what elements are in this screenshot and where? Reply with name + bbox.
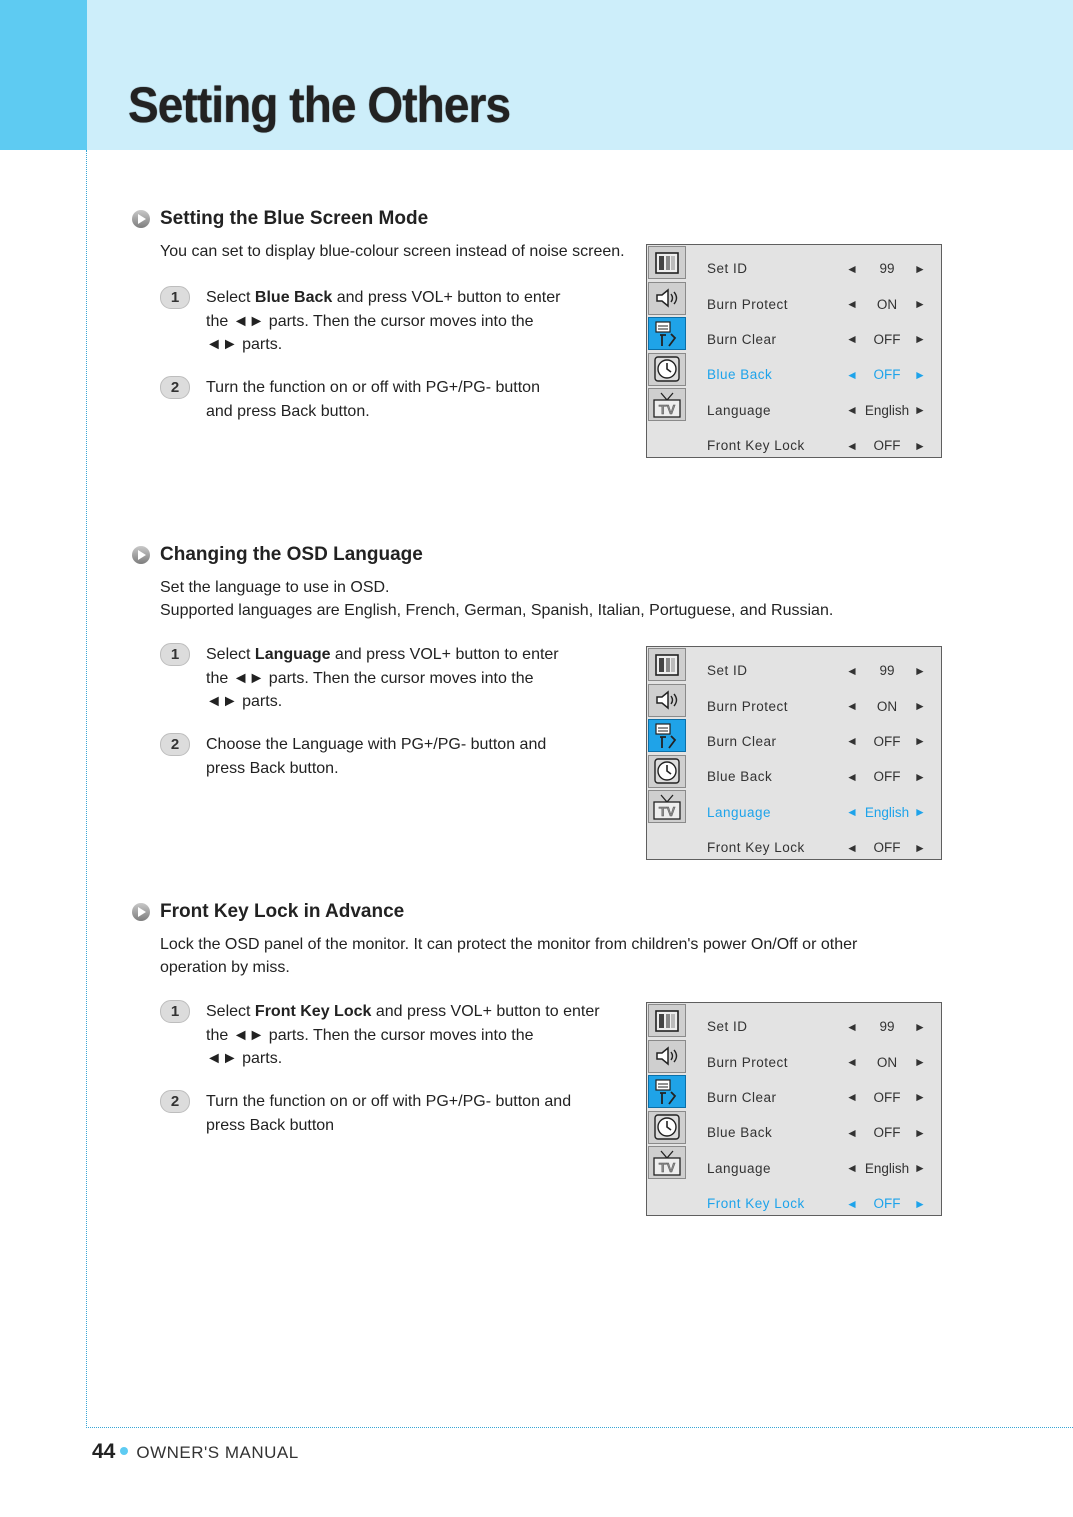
osd-rows [707,653,939,865]
footer [92,1440,299,1464]
right-arrow-icon: ► [914,734,927,749]
osd-icon-column [648,1004,688,1182]
left-arrow-icon: ◄ [846,769,859,784]
osd-row [707,1009,939,1044]
setup-icon [648,1075,686,1108]
osd-row-value: OFF [873,840,901,856]
bullet-arrow-icon [132,210,150,228]
section-title: Setting the Blue Screen Mode [160,208,429,229]
osd-row [707,1186,939,1221]
timer-icon [648,1111,686,1144]
description-line: operation by miss. [160,959,290,976]
left-arrow-icon: ◄ [846,438,859,453]
osd-icon-column [648,246,688,424]
osd-row [707,1080,939,1115]
osd-row-value: 99 [879,663,895,679]
step-text-bold: Front Key Lock [254,1003,372,1020]
osd-row-label: Language [707,1160,772,1176]
step-2 [160,1090,571,1137]
osd-row-label: Front Key Lock [707,1196,805,1212]
step-text [206,376,540,423]
picture-icon [648,1004,686,1037]
left-arrow-icon: ◄ [846,699,859,714]
step-2 [160,733,546,780]
osd-menu-screenshot [646,1002,942,1216]
osd-row-value: OFF [873,367,901,383]
right-arrow-icon: ► [914,769,927,784]
osd-row [707,251,939,286]
svg-text:TV: TV [658,401,676,417]
step-text-line: the ◄► parts. Then the cursor moves into the [206,1026,534,1044]
osd-row-value: ON [876,1054,898,1070]
osd-row [707,1151,939,1186]
right-arrow-icon: ► [914,805,927,820]
step-number-badge: 1 [160,286,190,309]
osd-row [707,428,939,463]
step-text-pre: Turn the function on or off with PG+/PG- button [206,379,540,396]
right-arrow-icon: ► [914,367,927,382]
setup-icon [648,719,686,752]
left-arrow-icon: ◄ [846,734,859,749]
step-number-badge: 1 [160,643,190,666]
step-text-pre: Select [206,646,255,663]
section-header [132,208,428,230]
picture-icon [648,246,686,279]
osd-row-label: Language [707,402,772,418]
osd-menu-screenshot [646,244,942,458]
step-text-line: the ◄► parts. Then the cursor moves into the [206,669,534,687]
section-description [160,240,625,263]
osd-row-value: OFF [873,438,901,454]
left-arrow-icon: ◄ [846,663,859,678]
description-line: You can set to display blue-colour screen instead of noise screen. [160,243,625,260]
osd-row-value: English [864,1160,910,1176]
step-number-badge: 2 [160,733,190,756]
osd-row-value: English [864,402,910,418]
page-number: 44 [92,1440,116,1463]
step-2 [160,376,540,423]
osd-rows [707,1009,939,1221]
osd-row-label: Burn Clear [707,1089,777,1105]
step-1 [160,643,559,714]
step-number-badge: 2 [160,1090,190,1113]
right-arrow-icon: ► [914,1125,927,1140]
header-tab [0,0,87,150]
left-arrow-icon: ◄ [846,1196,859,1211]
step-number-badge: 2 [160,376,190,399]
osd-row [707,653,939,688]
svg-text:TV: TV [658,803,676,819]
osd-row-value: OFF [873,331,901,347]
osd-row [707,393,939,428]
step-text-post: and press VOL+ button to enter [332,289,561,306]
osd-row [707,1044,939,1079]
tv-icon [648,1146,686,1179]
step-text-post: and press VOL+ button to enter [330,646,559,663]
description-line: Lock the OSD panel of the monitor. It can protect the monitor from children's power On/Off or other [160,936,858,953]
osd-row [707,286,939,321]
osd-row-value: OFF [873,769,901,785]
osd-row-value: 99 [879,1019,895,1035]
left-arrow-icon: ◄ [846,261,859,276]
osd-row-value: ON [876,296,898,312]
osd-row-label: Blue Back [707,1125,773,1141]
left-arrow-icon: ◄ [846,1090,859,1105]
osd-row-label: Set ID [707,261,748,277]
right-arrow-icon: ► [914,297,927,312]
right-arrow-icon: ► [914,1161,927,1176]
page-title: Setting the Others [128,77,511,133]
osd-row-label: Burn Clear [707,331,777,347]
bullet-arrow-icon [132,903,150,921]
step-text-bold: Blue Back [254,289,333,306]
step-1 [160,286,560,357]
bottom-dotted-rule [86,1427,1073,1428]
step-text-line: ◄► parts. [206,1050,283,1067]
osd-row [707,759,939,794]
osd-menu-screenshot [646,646,942,860]
right-arrow-icon: ► [914,699,927,714]
sound-icon [648,282,686,315]
osd-row [707,724,939,759]
step-text-line: ◄► parts. [206,693,283,710]
osd-row [707,795,939,830]
left-arrow-icon: ◄ [846,367,859,382]
osd-row-value: OFF [873,1196,901,1212]
right-arrow-icon: ► [914,1090,927,1105]
left-arrow-icon: ◄ [846,1161,859,1176]
right-arrow-icon: ► [914,1055,927,1070]
step-text [206,733,546,780]
osd-row-value: OFF [873,1089,901,1105]
osd-rows [707,251,939,463]
section-description [160,576,833,622]
osd-row-value: English [864,804,910,820]
step-text [206,1090,571,1137]
description-line: Supported languages are English, French, German, Spanish, Italian, Portuguese, and Russian. [160,602,834,619]
step-text [206,1000,600,1071]
step-text-line: press Back button. [206,759,339,777]
step-text [206,286,560,357]
step-number-badge: 1 [160,1000,190,1023]
tv-icon [648,388,686,421]
setup-icon [648,317,686,350]
osd-row-label: Set ID [707,663,748,679]
left-arrow-icon: ◄ [846,332,859,347]
osd-row-value: OFF [873,733,901,749]
osd-row [707,322,939,357]
svg-text:TV: TV [658,1159,676,1175]
osd-row-value: ON [876,698,898,714]
sound-icon [648,1040,686,1073]
tv-icon [648,790,686,823]
right-arrow-icon: ► [914,403,927,418]
section-header [132,544,423,566]
footer-label: OWNER'S MANUAL [136,1443,299,1462]
step-text-pre: Turn the function on or off with PG+/PG- button and [206,1093,572,1110]
osd-row-value: OFF [873,1125,901,1141]
osd-row-value: 99 [879,261,895,277]
step-text-pre: Choose the Language with PG+/PG- button and [206,736,547,753]
description-line: Set the language to use in OSD. [160,579,390,596]
section-description [160,933,857,979]
right-arrow-icon: ► [914,1196,927,1211]
osd-row-label: Set ID [707,1019,748,1035]
right-arrow-icon: ► [914,1019,927,1034]
osd-row-label: Burn Protect [707,1054,789,1070]
osd-row-label: Burn Protect [707,296,789,312]
step-text-post: and press VOL+ button to enter [371,1003,600,1020]
bullet-arrow-icon [132,546,150,564]
right-arrow-icon: ► [914,261,927,276]
step-text-line: the ◄► parts. Then the cursor moves into the [206,312,534,330]
step-text-bold: Language [254,646,331,663]
osd-row [707,688,939,723]
section-title: Changing the OSD Language [160,544,423,565]
left-arrow-icon: ◄ [846,840,859,855]
osd-row-label: Language [707,804,772,820]
left-arrow-icon: ◄ [846,1125,859,1140]
footer-dot-icon [120,1447,128,1455]
left-dotted-rule [86,150,87,1428]
left-arrow-icon: ◄ [846,1055,859,1070]
osd-row [707,1115,939,1150]
step-text-pre: Select [206,289,255,306]
right-arrow-icon: ► [914,840,927,855]
step-text-line: ◄► parts. [206,336,283,353]
left-arrow-icon: ◄ [846,403,859,418]
picture-icon [648,648,686,681]
osd-row [707,830,939,865]
osd-row-label: Blue Back [707,367,773,383]
left-arrow-icon: ◄ [846,297,859,312]
sound-icon [648,684,686,717]
timer-icon [648,353,686,386]
left-arrow-icon: ◄ [846,805,859,820]
step-text [206,643,559,714]
step-text-line: press Back button [206,1116,335,1134]
right-arrow-icon: ► [914,438,927,453]
step-text-line: and press Back button. [206,402,370,420]
osd-row [707,357,939,392]
left-arrow-icon: ◄ [846,1019,859,1034]
osd-row-label: Front Key Lock [707,840,805,856]
right-arrow-icon: ► [914,332,927,347]
step-text-pre: Select [206,1003,255,1020]
section-header [132,901,404,923]
osd-row-label: Front Key Lock [707,438,805,454]
step-1 [160,1000,600,1071]
osd-icon-column [648,648,688,826]
osd-row-label: Blue Back [707,769,773,785]
section-title: Front Key Lock in Advance [160,901,405,922]
right-arrow-icon: ► [914,663,927,678]
timer-icon [648,755,686,788]
osd-row-label: Burn Protect [707,698,789,714]
osd-row-label: Burn Clear [707,733,777,749]
